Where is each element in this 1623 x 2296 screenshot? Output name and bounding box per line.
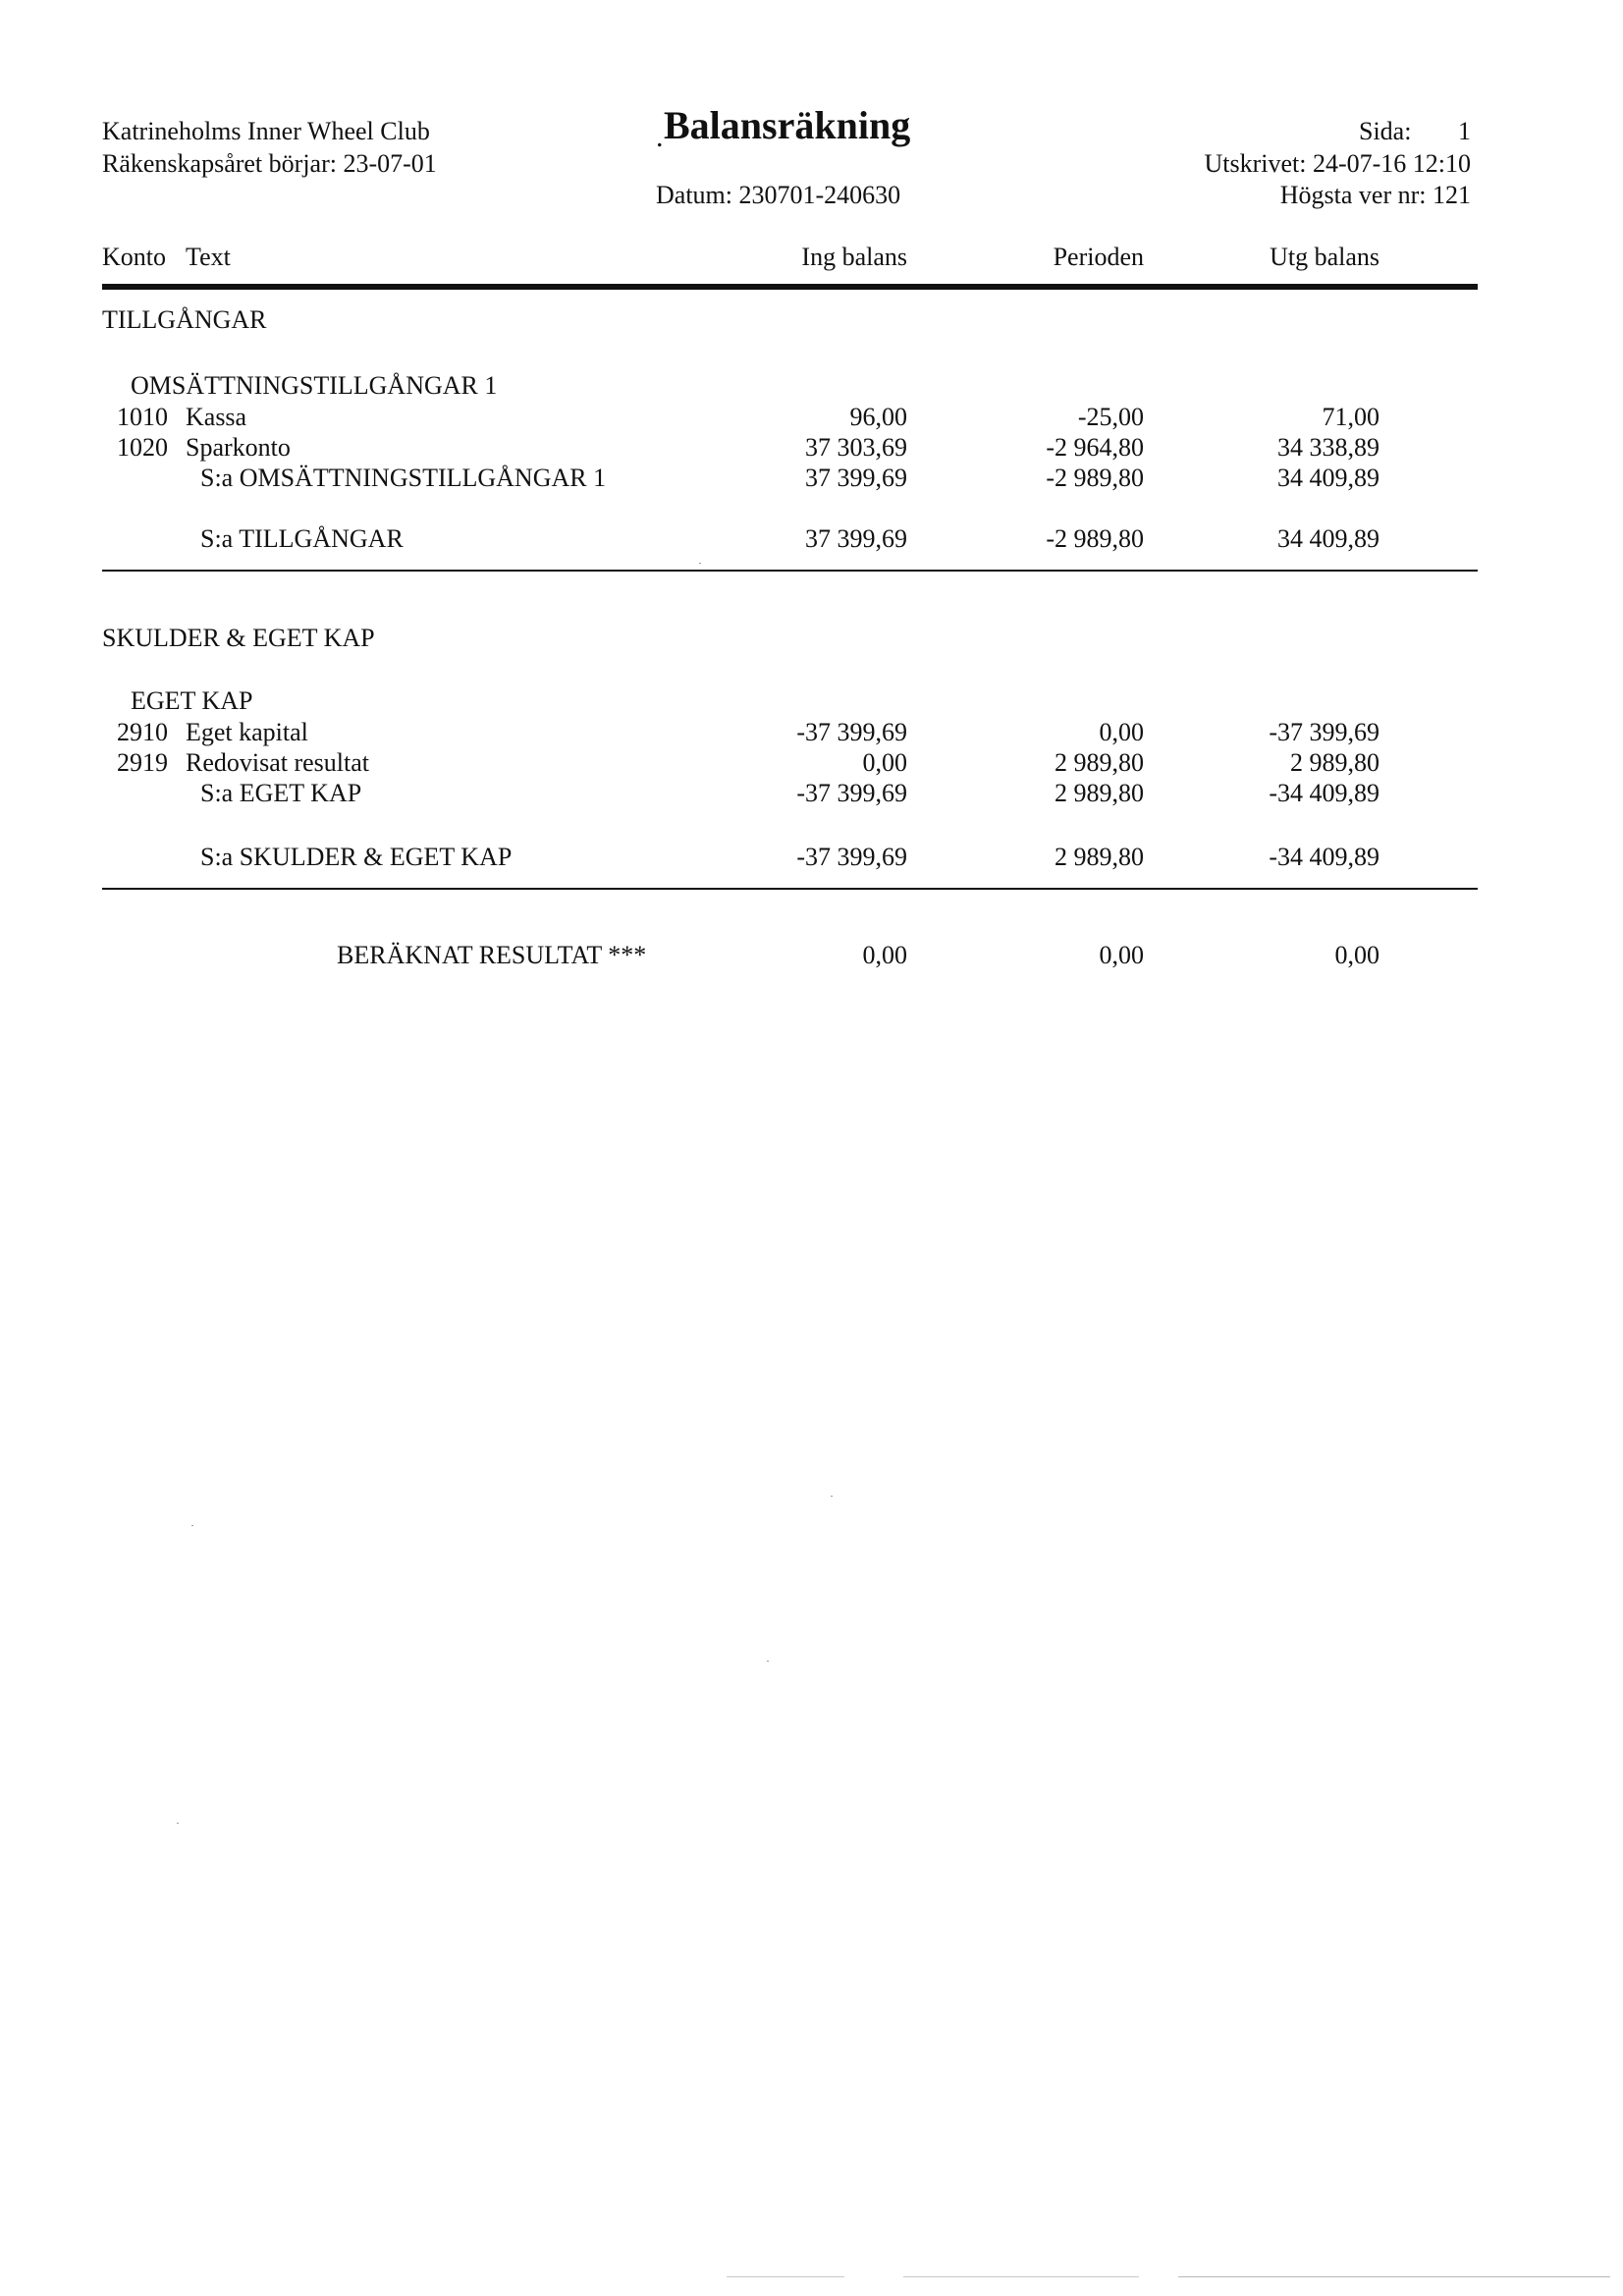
- opening-balance: -37 399,69: [796, 718, 907, 746]
- period-amount: 0,00: [1099, 718, 1144, 746]
- section-divider: [102, 570, 1478, 572]
- column-header-perioden: Perioden: [1053, 243, 1144, 271]
- section-total-opening: 37 399,69: [805, 524, 907, 553]
- scan-speck: [767, 1661, 769, 1662]
- calculated-result-period: 0,00: [1099, 941, 1144, 969]
- date-range: Datum: 230701-240630: [656, 181, 901, 209]
- scan-speck: [831, 1496, 833, 1497]
- group-heading-current-assets: OMSÄTTNINGSTILLGÅNGAR 1: [131, 371, 498, 400]
- group-subtotal-opening: -37 399,69: [796, 779, 907, 807]
- section-heading-liabilities: SKULDER & EGET KAP: [102, 624, 375, 652]
- page-title: Balansräkning: [664, 103, 911, 147]
- group-subtotal-period: 2 989,80: [1055, 779, 1144, 807]
- scan-noise-bottom: [727, 2276, 844, 2277]
- section-total-period: 2 989,80: [1055, 843, 1144, 871]
- section-divider: [102, 888, 1478, 890]
- section-total-closing: 34 409,89: [1277, 524, 1380, 553]
- closing-balance: 2 989,80: [1290, 748, 1380, 777]
- section-total-label: S:a TILLGÅNGAR: [200, 524, 404, 553]
- group-subtotal-label: S:a EGET KAP: [200, 779, 362, 807]
- account-number: 1010: [117, 403, 168, 431]
- account-number: 2910: [117, 718, 168, 746]
- scan-speck: [177, 1823, 179, 1824]
- scan-noise-bottom: [1178, 2276, 1610, 2277]
- column-header-text: Text: [186, 243, 231, 271]
- closing-balance: 71,00: [1322, 403, 1380, 431]
- column-header-konto: Konto: [102, 243, 166, 271]
- opening-balance: 96,00: [849, 403, 907, 431]
- scan-speck: [191, 1525, 193, 1526]
- group-subtotal-closing: -34 409,89: [1269, 779, 1380, 807]
- org-name: Katrineholms Inner Wheel Club: [102, 117, 430, 145]
- calculated-result-label: BERÄKNAT RESULTAT ***: [337, 941, 647, 969]
- column-header-ing-balans: Ing balans: [801, 243, 907, 271]
- account-number: 2919: [117, 748, 168, 777]
- page-label: Sida:: [1359, 117, 1412, 145]
- column-header-utg-balans: Utg balans: [1270, 243, 1380, 271]
- opening-balance: 37 303,69: [805, 433, 907, 462]
- section-total-closing: -34 409,89: [1269, 843, 1380, 871]
- account-name: Redovisat resultat: [186, 748, 370, 777]
- scan-speck: [699, 563, 701, 564]
- account-name: Kassa: [186, 403, 247, 431]
- title-mark: .: [656, 121, 664, 153]
- page-number: 1: [1458, 117, 1471, 145]
- group-subtotal-label: S:a OMSÄTTNINGSTILLGÅNGAR 1: [200, 464, 607, 492]
- group-subtotal-opening: 37 399,69: [805, 464, 907, 492]
- scan-noise-bottom: [903, 2276, 1139, 2277]
- section-heading-assets: TILLGÅNGAR: [102, 305, 267, 334]
- period-amount: 2 989,80: [1055, 748, 1144, 777]
- section-total-opening: -37 399,69: [796, 843, 907, 871]
- group-heading-equity: EGET KAP: [131, 686, 253, 715]
- calculated-result-closing: 0,00: [1334, 941, 1380, 969]
- account-number: 1020: [117, 433, 168, 462]
- fiscal-year-start: Räkenskapsåret börjar: 23-07-01: [102, 149, 437, 178]
- closing-balance: 34 338,89: [1277, 433, 1380, 462]
- period-amount: -25,00: [1077, 403, 1144, 431]
- section-total-label: S:a SKULDER & EGET KAP: [200, 843, 513, 871]
- opening-balance: 0,00: [862, 748, 907, 777]
- calculated-result-opening: 0,00: [862, 941, 907, 969]
- period-amount: -2 964,80: [1046, 433, 1144, 462]
- header-divider: [102, 284, 1478, 290]
- printed-timestamp: Utskrivet: 24-07-16 12:10: [1204, 149, 1471, 178]
- account-name: Eget kapital: [186, 718, 308, 746]
- highest-verification-number: Högsta ver nr: 121: [1279, 181, 1471, 209]
- closing-balance: -37 399,69: [1269, 718, 1380, 746]
- group-subtotal-closing: 34 409,89: [1277, 464, 1380, 492]
- section-total-period: -2 989,80: [1046, 524, 1144, 553]
- group-subtotal-period: -2 989,80: [1046, 464, 1144, 492]
- account-name: Sparkonto: [186, 433, 291, 462]
